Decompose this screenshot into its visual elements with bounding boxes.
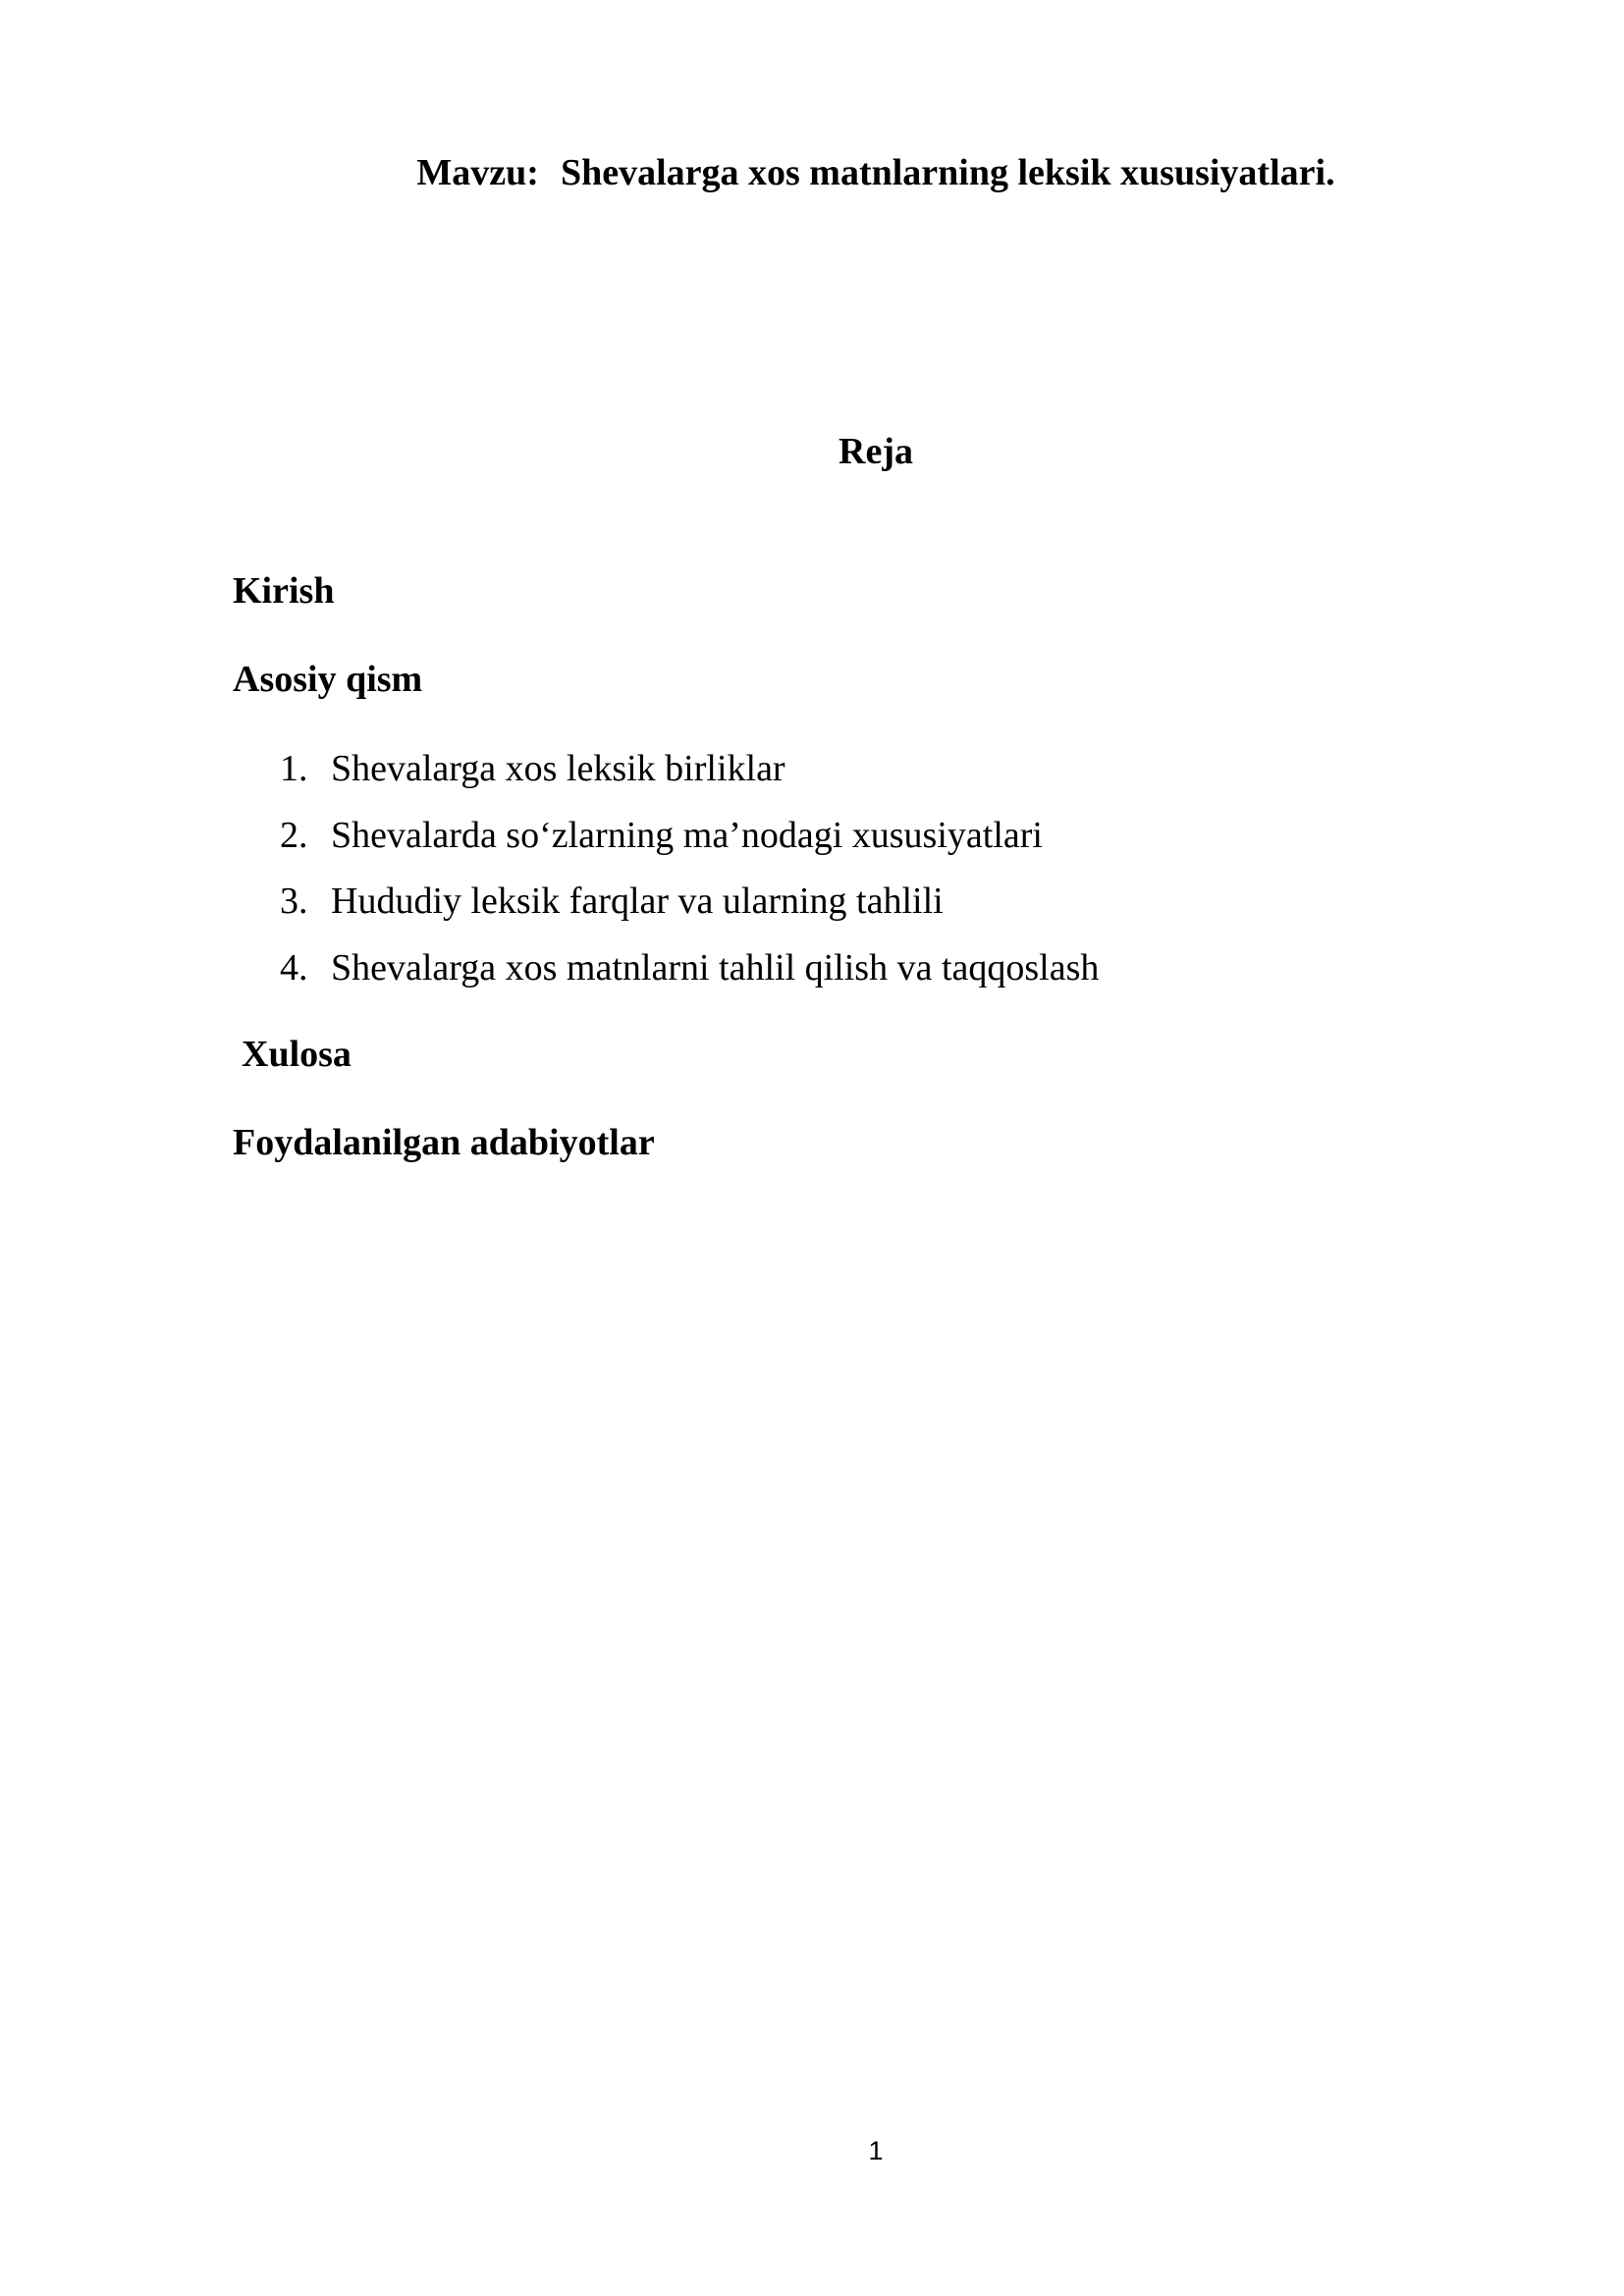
section-conclusion: Xulosa — [242, 1034, 352, 1075]
list-item-text: Hududiy leksik farqlar va ularning tahlili — [331, 881, 944, 922]
topic-title: Shevalarga xos matnlarning leksik xususiyatlari. — [560, 152, 1335, 193]
list-item — [280, 879, 1099, 945]
topic-heading — [0, 151, 1624, 194]
list-item-text: Shevalarga xos matnlarni tahlil qilish va taqqoslash — [331, 946, 1100, 988]
list-item — [280, 945, 1099, 1012]
list-item — [280, 746, 1099, 813]
section-main-part: Asosiy qism — [233, 659, 423, 700]
section-intro: Kirish — [233, 570, 335, 612]
list-item-number: 4. — [280, 946, 308, 988]
page-number: 1 — [868, 2136, 884, 2165]
topic-label: Mavzu: — [416, 152, 539, 193]
section-references: Foydalanilgan adabiyotlar — [233, 1122, 655, 1163]
list-item-number: 1. — [280, 748, 308, 789]
list-item — [280, 813, 1099, 880]
list-item-number: 2. — [280, 814, 308, 856]
plan-heading: Reja — [839, 431, 913, 472]
list-item-text: Shevalarda so‘zlarning ma’nodagi xususiyatlari — [331, 814, 1043, 856]
plan-list — [280, 746, 1099, 1011]
list-item-text: Shevalarga xos leksik birliklar — [331, 748, 785, 789]
list-item-number: 3. — [280, 881, 308, 922]
